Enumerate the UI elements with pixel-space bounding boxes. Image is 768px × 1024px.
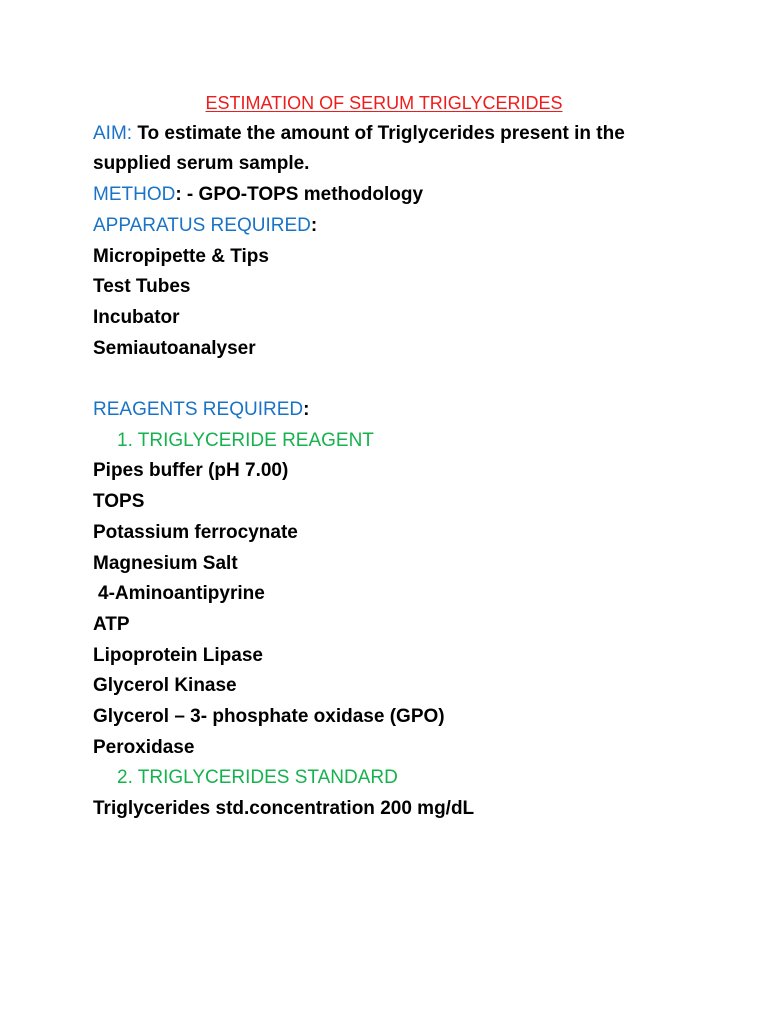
apparatus-label: APPARATUS REQUIRED xyxy=(93,214,311,236)
aim-text-2: supplied serum sample. xyxy=(93,153,310,175)
aim-text: To estimate the amount of Triglycerides present in the xyxy=(137,122,625,144)
apparatus-heading xyxy=(93,211,713,242)
method-label: METHOD xyxy=(93,184,176,206)
title-spacer xyxy=(93,88,713,119)
reagents-colon: : xyxy=(303,399,310,420)
reagent-item: 4-Aminoantipyrine xyxy=(98,583,265,605)
apparatus-item: Semiautoanalyser xyxy=(93,337,256,359)
reagent-2-heading: 2. TRIGLYCERIDES STANDARD xyxy=(117,767,398,789)
apparatus-item: Micropipette & Tips xyxy=(93,245,269,267)
reagent-1-heading: 1. TRIGLYCERIDE REAGENT xyxy=(117,429,374,451)
reagent-item: Triglycerides std.concentration 200 mg/dL xyxy=(93,798,475,820)
apparatus-colon: : xyxy=(310,214,318,236)
reagents-label: REAGENTS REQUIRED xyxy=(93,399,304,420)
apparatus-item: Test Tubes xyxy=(93,276,191,298)
reagent-item: Glycerol – 3- phosphate oxidase (GPO) xyxy=(93,706,445,728)
reagent-item: Lipoprotein Lipase xyxy=(93,644,263,666)
apparatus-item: Incubator xyxy=(93,306,180,328)
aim-line xyxy=(93,119,713,150)
reagent-item: Glycerol Kinase xyxy=(93,675,237,697)
document-body xyxy=(93,88,713,825)
blank-line xyxy=(93,364,713,395)
method-line xyxy=(93,180,713,211)
aim-line-2 xyxy=(93,149,713,180)
reagent-item: Peroxidase xyxy=(93,736,195,758)
reagent-item: Pipes buffer (pH 7.00) xyxy=(93,460,289,482)
reagent-item: ATP xyxy=(93,613,130,635)
reagents-heading xyxy=(93,395,713,426)
document-title-text: ESTIMATION OF SERUM TRIGLYCERIDES xyxy=(205,93,563,113)
aim-label: AIM: xyxy=(93,122,133,144)
method-text: : - GPO-TOPS methodology xyxy=(175,184,424,206)
reagent-item: Potassium ferrocynate xyxy=(93,521,298,543)
reagent-item: Magnesium Salt xyxy=(93,552,238,574)
reagent-item: TOPS xyxy=(93,491,145,513)
